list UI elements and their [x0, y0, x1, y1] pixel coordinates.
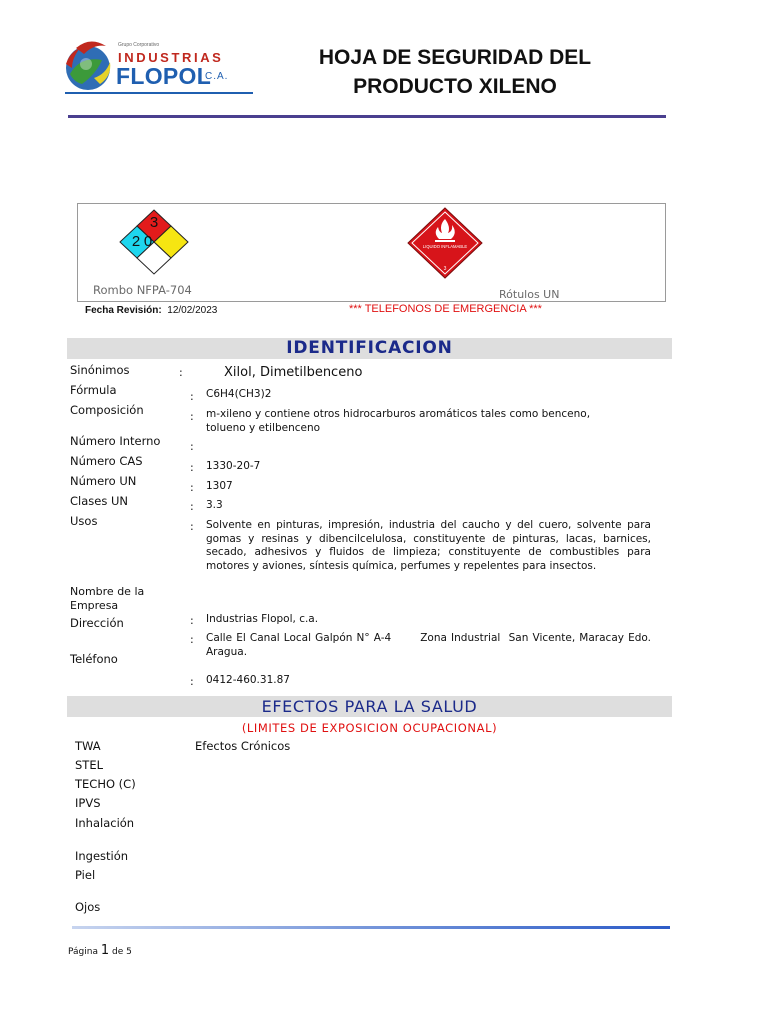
of-word: de — [112, 947, 124, 957]
un-caption: Rótulos UN — [499, 288, 560, 301]
document-title — [290, 43, 620, 101]
nfpa-diamond — [116, 209, 192, 277]
label-ojos: Ojos — [75, 900, 101, 914]
colon: : — [190, 481, 194, 494]
value-sinonimos: Xilol, Dimetilbenceno — [224, 365, 363, 380]
page-number — [68, 943, 132, 958]
colon: : — [190, 500, 194, 513]
title-line-1: HOJA DE SEGURIDAD DEL — [318, 46, 592, 69]
logo-ca-text: C.A. — [205, 71, 229, 82]
nfpa-health-value: 2 — [131, 233, 141, 250]
label-ingestion: Ingestión — [75, 849, 129, 863]
footer-divider — [72, 926, 670, 929]
identificacion-bar — [67, 338, 672, 359]
nfpa-flammability-value: 3 — [149, 214, 159, 231]
value-direccion: Calle El Canal Local Galpón N° A-4 Zona Industrial San Vicente, Maracay Edo. Aragua. — [206, 632, 655, 658]
label-techo: TECHO (C) — [75, 777, 136, 791]
label-usos: Usos — [70, 514, 98, 528]
colon: : — [190, 614, 194, 627]
identificacion-title: IDENTIFICACION — [286, 338, 453, 358]
value-numero-cas: 1330-20-7 — [206, 460, 261, 472]
label-numero-cas: Número CAS — [70, 454, 143, 468]
salud-bar — [67, 696, 672, 717]
label-sinonimos: Sinónimos — [70, 363, 130, 377]
label-numero-un: Número UN — [70, 474, 137, 488]
colon: : — [190, 675, 194, 688]
nfpa-caption: Rombo NFPA-704 — [93, 283, 192, 297]
colon: : — [179, 366, 183, 379]
label-clases-un: Clases UN — [70, 494, 129, 508]
colon: : — [190, 633, 194, 646]
total-pages: 5 — [126, 947, 132, 957]
value-telefono: 0412-460.31.87 — [206, 674, 290, 686]
title-line-2: PRODUCTO XILENO — [353, 75, 557, 98]
logo-underline — [65, 92, 253, 94]
page-word: Página — [68, 947, 98, 957]
current-page: 1 — [100, 943, 110, 958]
label-piel: Piel — [75, 868, 96, 882]
value-numero-un: 1307 — [206, 480, 233, 492]
salud-subtitle: (LIMITES DE EXPOSICION OCUPACIONAL) — [241, 721, 498, 735]
label-nombre-empresa: Nombre de la Empresa — [70, 585, 145, 612]
emergency-phones-heading: *** TELEFONOS DE EMERGENCIA *** — [349, 303, 542, 315]
efectos-cronicos-header: Efectos Crónicos — [195, 739, 291, 753]
value-nombre-empresa: Industrias Flopol, c.a. — [206, 613, 319, 625]
un-placard-text: LIQUIDO INFLAMABLE — [422, 244, 468, 249]
un-class-number: 3 — [443, 266, 447, 272]
label-composicion: Composición — [70, 403, 144, 417]
salud-title: EFECTOS PARA LA SALUD — [261, 697, 478, 716]
label-formula: Fórmula — [70, 383, 117, 397]
revision-label: Fecha Revisión: — [85, 305, 162, 316]
colon: : — [190, 410, 194, 423]
value-composicion: m-xileno y contiene otros hidrocarburos aromáticos tales como benceno, tolueno y etilbenceno — [206, 408, 591, 434]
un-flammable-liquid-placard — [405, 207, 485, 280]
label-numero-interno: Número Interno — [70, 434, 161, 448]
value-formula: C6H4(CH3)2 — [206, 388, 272, 400]
label-twa: TWA — [75, 739, 101, 753]
title-divider — [68, 115, 666, 118]
colon: : — [190, 440, 194, 453]
value-clases-un: 3.3 — [206, 499, 223, 511]
label-telefono: Teléfono — [70, 652, 118, 666]
logo-flopol-text: FLOPOL — [116, 63, 212, 89]
nfpa-reactivity-value: 0 — [143, 233, 153, 250]
colon: : — [190, 390, 194, 403]
label-direccion: Dirección — [70, 616, 124, 630]
label-stel: STEL — [75, 758, 103, 772]
value-usos: Solvente en pinturas, impresión, industria del caucho y del cuero, solvente para gomas y resinas y dibencilcelulosa, constituyente de pinturas, lacas, barnices, secado, adhesivos y fluidos de limpieza; constituyente de combustibles para motores y aviones, síntesis química, perfumes y repelentes para insectos. — [206, 519, 651, 572]
revision-value: 12/02/2023 — [167, 305, 218, 316]
revision-date — [85, 305, 217, 316]
label-inhalacion: Inhalación — [75, 816, 135, 830]
colon: : — [190, 461, 194, 474]
logo-globe-icon — [60, 34, 120, 96]
colon: : — [190, 520, 194, 533]
logo-industrias-text: INDUSTRIAS — [118, 50, 224, 65]
label-ipvs: IPVS — [75, 796, 101, 810]
logo-small-text: Grupo Corporativo — [118, 42, 160, 48]
